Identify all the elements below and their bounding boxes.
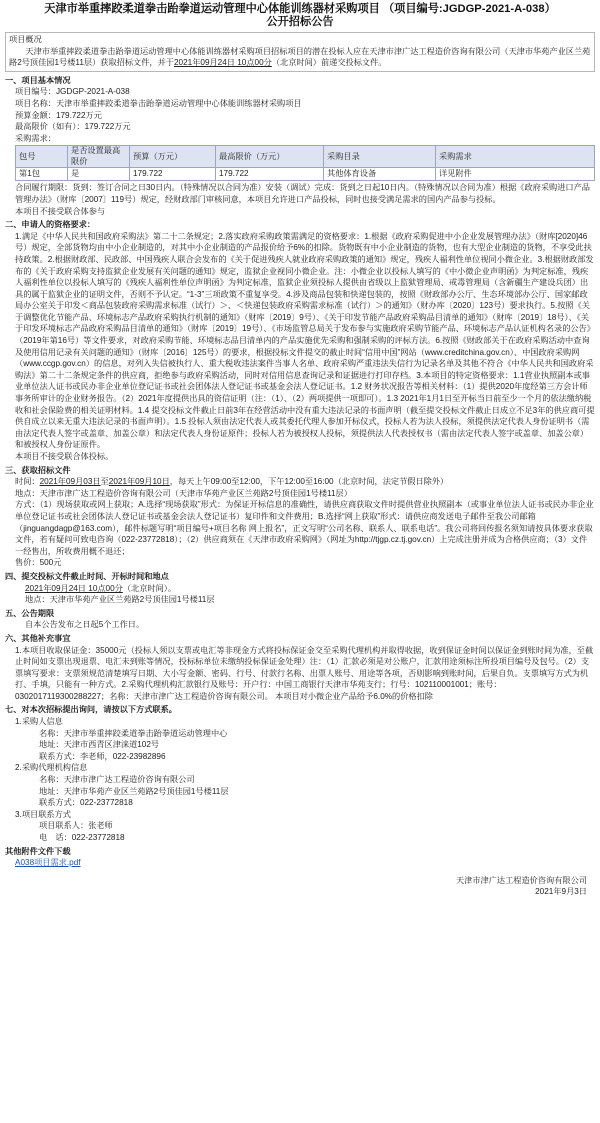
signature-company: 天津市津广达工程造价咨询有限公司 (455, 875, 587, 885)
table-cell: 其他体育设备 (324, 168, 436, 181)
purchaser-name: 名称：天津市举重摔跤柔道拳击跆拳道运动管理中心 (39, 728, 228, 738)
table-header: 采购目录 (324, 146, 436, 168)
section-6-heading: 六、其他补充事宜 (5, 633, 71, 643)
procurement-table (15, 145, 595, 181)
section-1-heading: 一、项目基本情况 (5, 75, 71, 85)
project-contact-title: 3.项目联系方式 (15, 809, 71, 819)
section-4-heading: 四、提交投标文件截止时间、开标时间和地点 (5, 571, 169, 581)
requirements-label: 采购需求： (15, 133, 56, 143)
project-contact-phone: 电 话：022-23772818 (39, 833, 125, 842)
section-3-body (5, 476, 595, 569)
agency-name: 名称：天津市津广达工程造价咨询有限公司 (39, 775, 195, 785)
title-line-2: 公开招标公告 (266, 16, 334, 28)
bid-place: 地点：天津市华苑产业区兰苑路2号顶佳园1号楼11层 (25, 595, 215, 605)
project-name: 项目名称：天津市举重摔跤柔道拳击跆拳道运动管理中心体能训练器材采购项目 (15, 98, 302, 108)
overview-box (5, 32, 595, 72)
agency-address: 地址：天津市华苑产业区兰苑路2号顶佳园1号楼11层 (39, 786, 229, 796)
project-contact-info (15, 820, 595, 843)
table-cell: 是 (68, 168, 130, 181)
obtain-start-date: 2021年09月03日 (39, 477, 101, 487)
contract-period: 合同履行期限：货到：签订合同之日30日内。（特殊情况以合同为准）安装（调试）完成：货到之日起10日内。（特殊情况以合同为准）根据《政府采购进口产品管理办法》（财库〔2007〕119号）规定，经财政部门审核同意，本项目允许进口产品投标，同时也接受满足需求的国内产品参与投标。 (15, 183, 590, 204)
overview-text: 天津市举重摔跤柔道拳击跆拳道运动管理中心体能训练器材采购项目招标项目的潜在投标人应在天津市津广达工程造价咨询有限公司（天津市华苑产业区兰苑路2号顶佳园1号楼11层）获取招标文件，并于2021年09月24日 10点00分（北京时间）前递交投标文件。 (9, 46, 591, 68)
table-cell: 详见附件 (436, 168, 595, 181)
section-6-body (5, 645, 595, 703)
table-header: 采购需求 (436, 146, 595, 168)
section-1-body (5, 86, 595, 217)
attachment-link[interactable]: A038项目需求.pdf (15, 858, 81, 868)
section-5-heading: 五、公告期限 (5, 608, 55, 618)
announcement-title (5, 3, 595, 29)
table-header: 最高限价（万元） (216, 146, 324, 168)
budget-amount: 预算金额：179.722万元 (15, 110, 102, 120)
attachments-heading: 其他附件文件下载 (5, 846, 71, 856)
obtain-place: 地点：天津市津广达工程造价咨询有限公司（天津市华苑产业区兰苑路2号顶佳园1号楼11层） (15, 488, 352, 498)
section-2-body (5, 231, 595, 463)
table-cell: 第1包 (16, 168, 68, 181)
purchaser-address: 地址：天津市西青区津涞道102号 (39, 740, 160, 750)
table-row (16, 168, 595, 181)
document-price: 售价：500元 (15, 558, 62, 568)
project-contact-person: 项目联系人：张老师 (39, 821, 113, 831)
qualification-last: 本项目不接受联合体投标。 (15, 452, 114, 461)
agency-contact: 联系方式：022-23772818 (39, 798, 133, 808)
overview-deadline: 2021年09月24日 10点00分 (173, 58, 272, 68)
signature-date: 2021年9月3日 (535, 887, 587, 897)
purchaser-contact: 联系方式：李老师，022-23982896 (39, 751, 166, 761)
purchaser-title: 1.采购人信息 (15, 717, 63, 727)
qualification-text: 1.满足《中华人民共和国政府采购法》第二十二条规定；2.落实政府采购政策需满足的资格要求：1.根据《政府采购促进中小企业发展管理办法》（财库[2020]46号）规定，全部货物均由中小企业制造的，对其中小企业制造的产品报价给予6%的扣除。货物既有中小企业制造的货物，也有大型企业制造的货物，不享受此扶持政策。2.根据财政部、民政部、中国残疾人联合会发布的《关于促进残疾人就业政府采购政策的通知》规定，残疾人福利性单位视同小微企业。3.根据财政部发布的《关于政府采购支持监狱企业发展有关问题的通知》规定，监狱企业视同小微企业。注：小微企业以投标人填写的《中小微企业声明函》为判定标准，残疾人福利性单位以投标人填写的《残疾人福利性单位声明函》为判定标准，监狱企业须投标人提供由省级以上监狱管理局、戒毒管理局（含新疆生产建设兵团）出具的属于监狱企业的证明文件，否则不予认定。“1-3”三项政策不重复享受。4.涉及商品包装和快递包装的，按照《财政部办公厅、生态环境部办公厅、国家邮政局办公室关于印发＜商品包装政府采购需求标准（试行）＞、＜快递包装政府采购需求标准（试行）＞的通知》（财办库〔2020〕123号）要求执行。5.按照《关于调整优化节能产品、环境标志产品政府采购执行机制的通知》（财库〔2019〕9号）、《关于印发节能产品政府采购品目清单的通知》（财库〔2019〕18号）、《关于印发环境标志产品政府采购品目清单的通知》（财库〔2019〕19号）、《市场监管总局关于发布参与实施政府采购节能产品、环境标志产品认证机构名录的公告》（2019年第16号）等文件要求，对政府采购节能、环境标志品目清单内的产品实施优先采购和强制采购的评标方法。6.按照《财政部关于在政府采购活动中查询及使用信用记录有关问题的通知》（财库〔2016〕125号）的要求，根据投标文件提交的截止时间“信用中国”网站（www.creditchina.gov.cn）、中国政府采购网（www.ccgp.gov.cn）的信息，对列入失信被执行人、重大税收违法案件当事人名单、政府采购严重违法失信行为记录名单及其他不符合《中华人民共和国政府采购法》第二十二条规定条件的供应商，拒绝参与政府采购活动，同时对信用信息查询记录和证据进行打印存档。3.本项目的特定资格要求：1.1营业执照副本或事业单位法人证书或民办非企业单位登记证书或社会团体法人登记证书或基金会法人登记证书。1.2 财务状况报告等相关材料：（1）提供2020年度经第三方会计师事务所审计的企业财务报告。（2）2021年度提供出具的资信证明（注：（1）、（2）两项提供一项即可）。1.3 2021年1月1日至开标当日前至少一个月的依法缴纳税收和社会保险费的相关证明材料。1.4 提交投标文件截止日前3年在经营活动中没有重大违法记录的书面声明（截至提交投标文件截止日成立不足3年的供应商可提供自成立以来无重大违法记录的书面声明）。1.5 投标人须由法定代表人或其委托代理人参加开标仪式，投标人若为法人投标，须提供法定代表人身份证明书（需由法定代表人签字或盖章、加盖公章）和法定代表人身份证原件；投标人若为被授权人投标，须提供法人代表授权书（需由法定代表人签字或盖章、加盖公章）和被授权人身份证原件。 (15, 231, 595, 450)
supplementary-text: 1.本项目收取保证金：35000元（投标人须以支票或电汇等非现金方式将投标保证金交至采购代理机构并取得收据，收到保证金时间以保证金到账时间为准，至截止时间如支票出现退票、电汇未到账等情况，投标标单位未缴纳投标保证金处理）注：（1）汇款必须是对公账户，汇款用途须标注所投项目编号及包号。（2）支票填写要求：支票须规范清楚填写日期、大小写金额、密码、行号、付款行名称、出票人账号、用途等各项，否则影响到账时间，后果自负。支票填写方式为机打、手填，只能有一种方式。2.采购代理机构汇款银行及账号：开户行：中国工商银行天津市华苑支行；行号：102110001001；账号：0302017119300288227；名称：天津市津广达工程造价咨询有限公司。 本项目对小微企业产品给予6.0%的价格扣除 (15, 645, 594, 701)
notice-period: 自本公告发布之日起5个工作日。 (25, 620, 145, 630)
table-header: 是否设置最高限价 (68, 146, 130, 168)
table-cell: 179.722 (130, 168, 216, 181)
overview-heading: 项目概况 (9, 35, 42, 44)
purchaser-info (15, 728, 595, 763)
agency-info (15, 774, 595, 809)
section-4-body (5, 583, 595, 606)
obtain-end-date: 2021年09月10日 (108, 477, 170, 487)
section-3-heading: 三、获取招标文件 (5, 465, 71, 475)
title-line-1: 天津市举重摔跤柔道拳击跆拳道运动管理中心体能训练器材采购项目 （项目编号:JGDGP-2021-A-038） (44, 3, 556, 15)
table-header: 包号 (16, 146, 68, 168)
section-2-heading: 二、申请人的资格要求： (5, 220, 96, 230)
max-price: 最高限价（如有）：179.722万元 (15, 122, 131, 132)
obtain-method: 方式：（1）现场获取或网上获取；A.选择“现场获取”形式：为保证开标信息的准确性，请供应商获取文件时提供营业执照副本（或事业单位法人证书或民办非企业单位登记证书或社会团体法人登记证书或基金会法人登记证书）复印件和文件费用；B.选择“网上获取”形式：请供应商发送电子邮件至我公司邮箱（jinguangdagp@163.com），邮件标题写明“项目编号+项目名称 网上报名”，正文写明“公司名称、联系人、联系电话”。我公司将回传报名须知请按具体要求获取文件，若有疑问可致电咨询（022-23772818）；（2）供应商须在《天津市政府采购网》（网址为http://tjgp.cz.tj.gov.cn）上完成注册并成为合格供应商；（3）文件一经售出，所收费用概不退还； (15, 500, 594, 556)
obtain-time: 时间：2021年09月03日至2021年09月10日，每天上午09:00至12:00，下午12:00至16:00（北京时间，法定节假日除外） (15, 477, 449, 487)
consortium-note: 本项目不接受联合体参与 (15, 206, 106, 216)
section-7-heading: 七、对本次招标提出询问，请按以下方式联系。 (5, 705, 177, 715)
table-header-row (16, 146, 595, 168)
attachments-list (5, 857, 595, 869)
bid-deadline: 2021年09月24日 10点00分（北京时间）。 (25, 583, 177, 593)
project-number: 项目编号：JGDGP-2021-A-038 (15, 87, 130, 97)
table-cell: 179.722 (216, 168, 324, 181)
section-7-body (5, 716, 595, 844)
signature-block (5, 875, 595, 898)
table-header: 预算（万元） (130, 146, 216, 168)
section-5-body (5, 619, 595, 631)
agency-title: 2.采购代理机构信息 (15, 763, 88, 773)
